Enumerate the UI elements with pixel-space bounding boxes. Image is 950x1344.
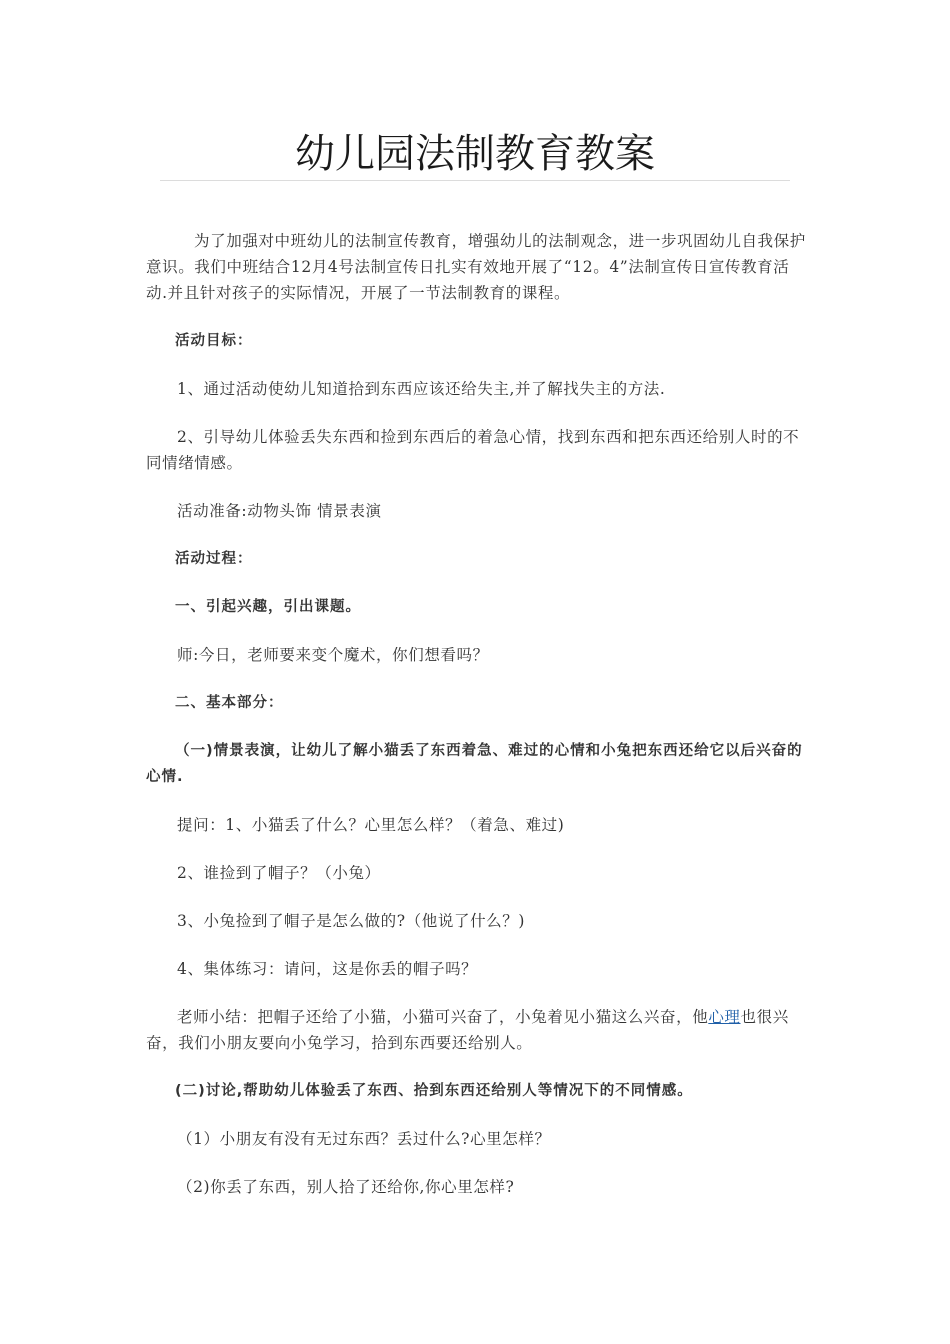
question-3: 3、小兔捡到了帽子是怎么做的?（他说了什么？)	[177, 912, 526, 930]
teacher-summary	[146, 1004, 806, 1056]
psychology-link[interactable]: 心理	[708, 1008, 741, 1026]
goal-item-2: 2、引导幼儿体验丢失东西和捡到东西后的着急心情，找到东西和把东西还给别人时的不同情绪情感。	[146, 428, 800, 472]
part-1-heading: 一、引起兴趣，引出课题。	[175, 599, 361, 615]
process-heading: 活动过程：	[175, 551, 253, 567]
summary-text-after: 也很兴奋，我们小朋友要向小兔学习，拾到东西要还给别人。	[146, 1008, 789, 1052]
summary-text-before: 老师小结：把帽子还给了小猫，小猫可兴奋了，小兔着见小猫这么兴奋，他	[177, 1008, 709, 1026]
question-4: 4、集体练习：请问，这是你丢的帽子吗？	[177, 960, 478, 978]
question-1: 提问：1、小猫丢了什么？心里怎么样？（着急、难过)	[177, 816, 565, 834]
intro-paragraph: 为了加强对中班幼儿的法制宣传教育，增强幼儿的法制观念，进一步巩固幼儿自我保护意识。我们中班结合12月4号法制宣传日扎实有效地开展了“12。4”法制宣传日宣传教育活动.并且针对孩子的实际情况，开展了一节法制教育的课程。	[146, 232, 806, 302]
title-divider	[160, 180, 790, 181]
document-page	[146, 0, 806, 1196]
part-2-heading: 二、基本部分：	[175, 695, 284, 711]
question-2: 2、谁捡到了帽子？（小兔）	[177, 864, 381, 882]
discussion-item-2: （2)你丢了东西，别人拾了还给你,你心里怎样?	[177, 1178, 515, 1196]
goals-heading: 活动目标：	[175, 333, 253, 349]
teacher-line: 师:今日，老师要来变个魔术，你们想看吗？	[177, 646, 489, 664]
goal-item-1: 1、通过活动使幼儿知道拾到东西应该还给失主,并了解找失主的方法.	[177, 380, 666, 398]
document-title: 幼儿园法制教育教案	[295, 131, 655, 177]
section-1-heading: （一)情景表演，让幼儿了解小猫丢了东西着急、难过的心情和小兔把东西还给它以后兴奋的心情.	[146, 743, 803, 785]
discussion-item-1: （1）小朋友有没有无过东西？丢过什么?心里怎样？	[177, 1130, 551, 1148]
preparation-line: 活动准备:动物头饰 情景表演	[177, 502, 382, 520]
document-body	[146, 228, 806, 1222]
section-2-heading: (二)讨论,帮助幼儿体验丢了东西、拾到东西还给别人等情况下的不同情感。	[175, 1083, 693, 1099]
